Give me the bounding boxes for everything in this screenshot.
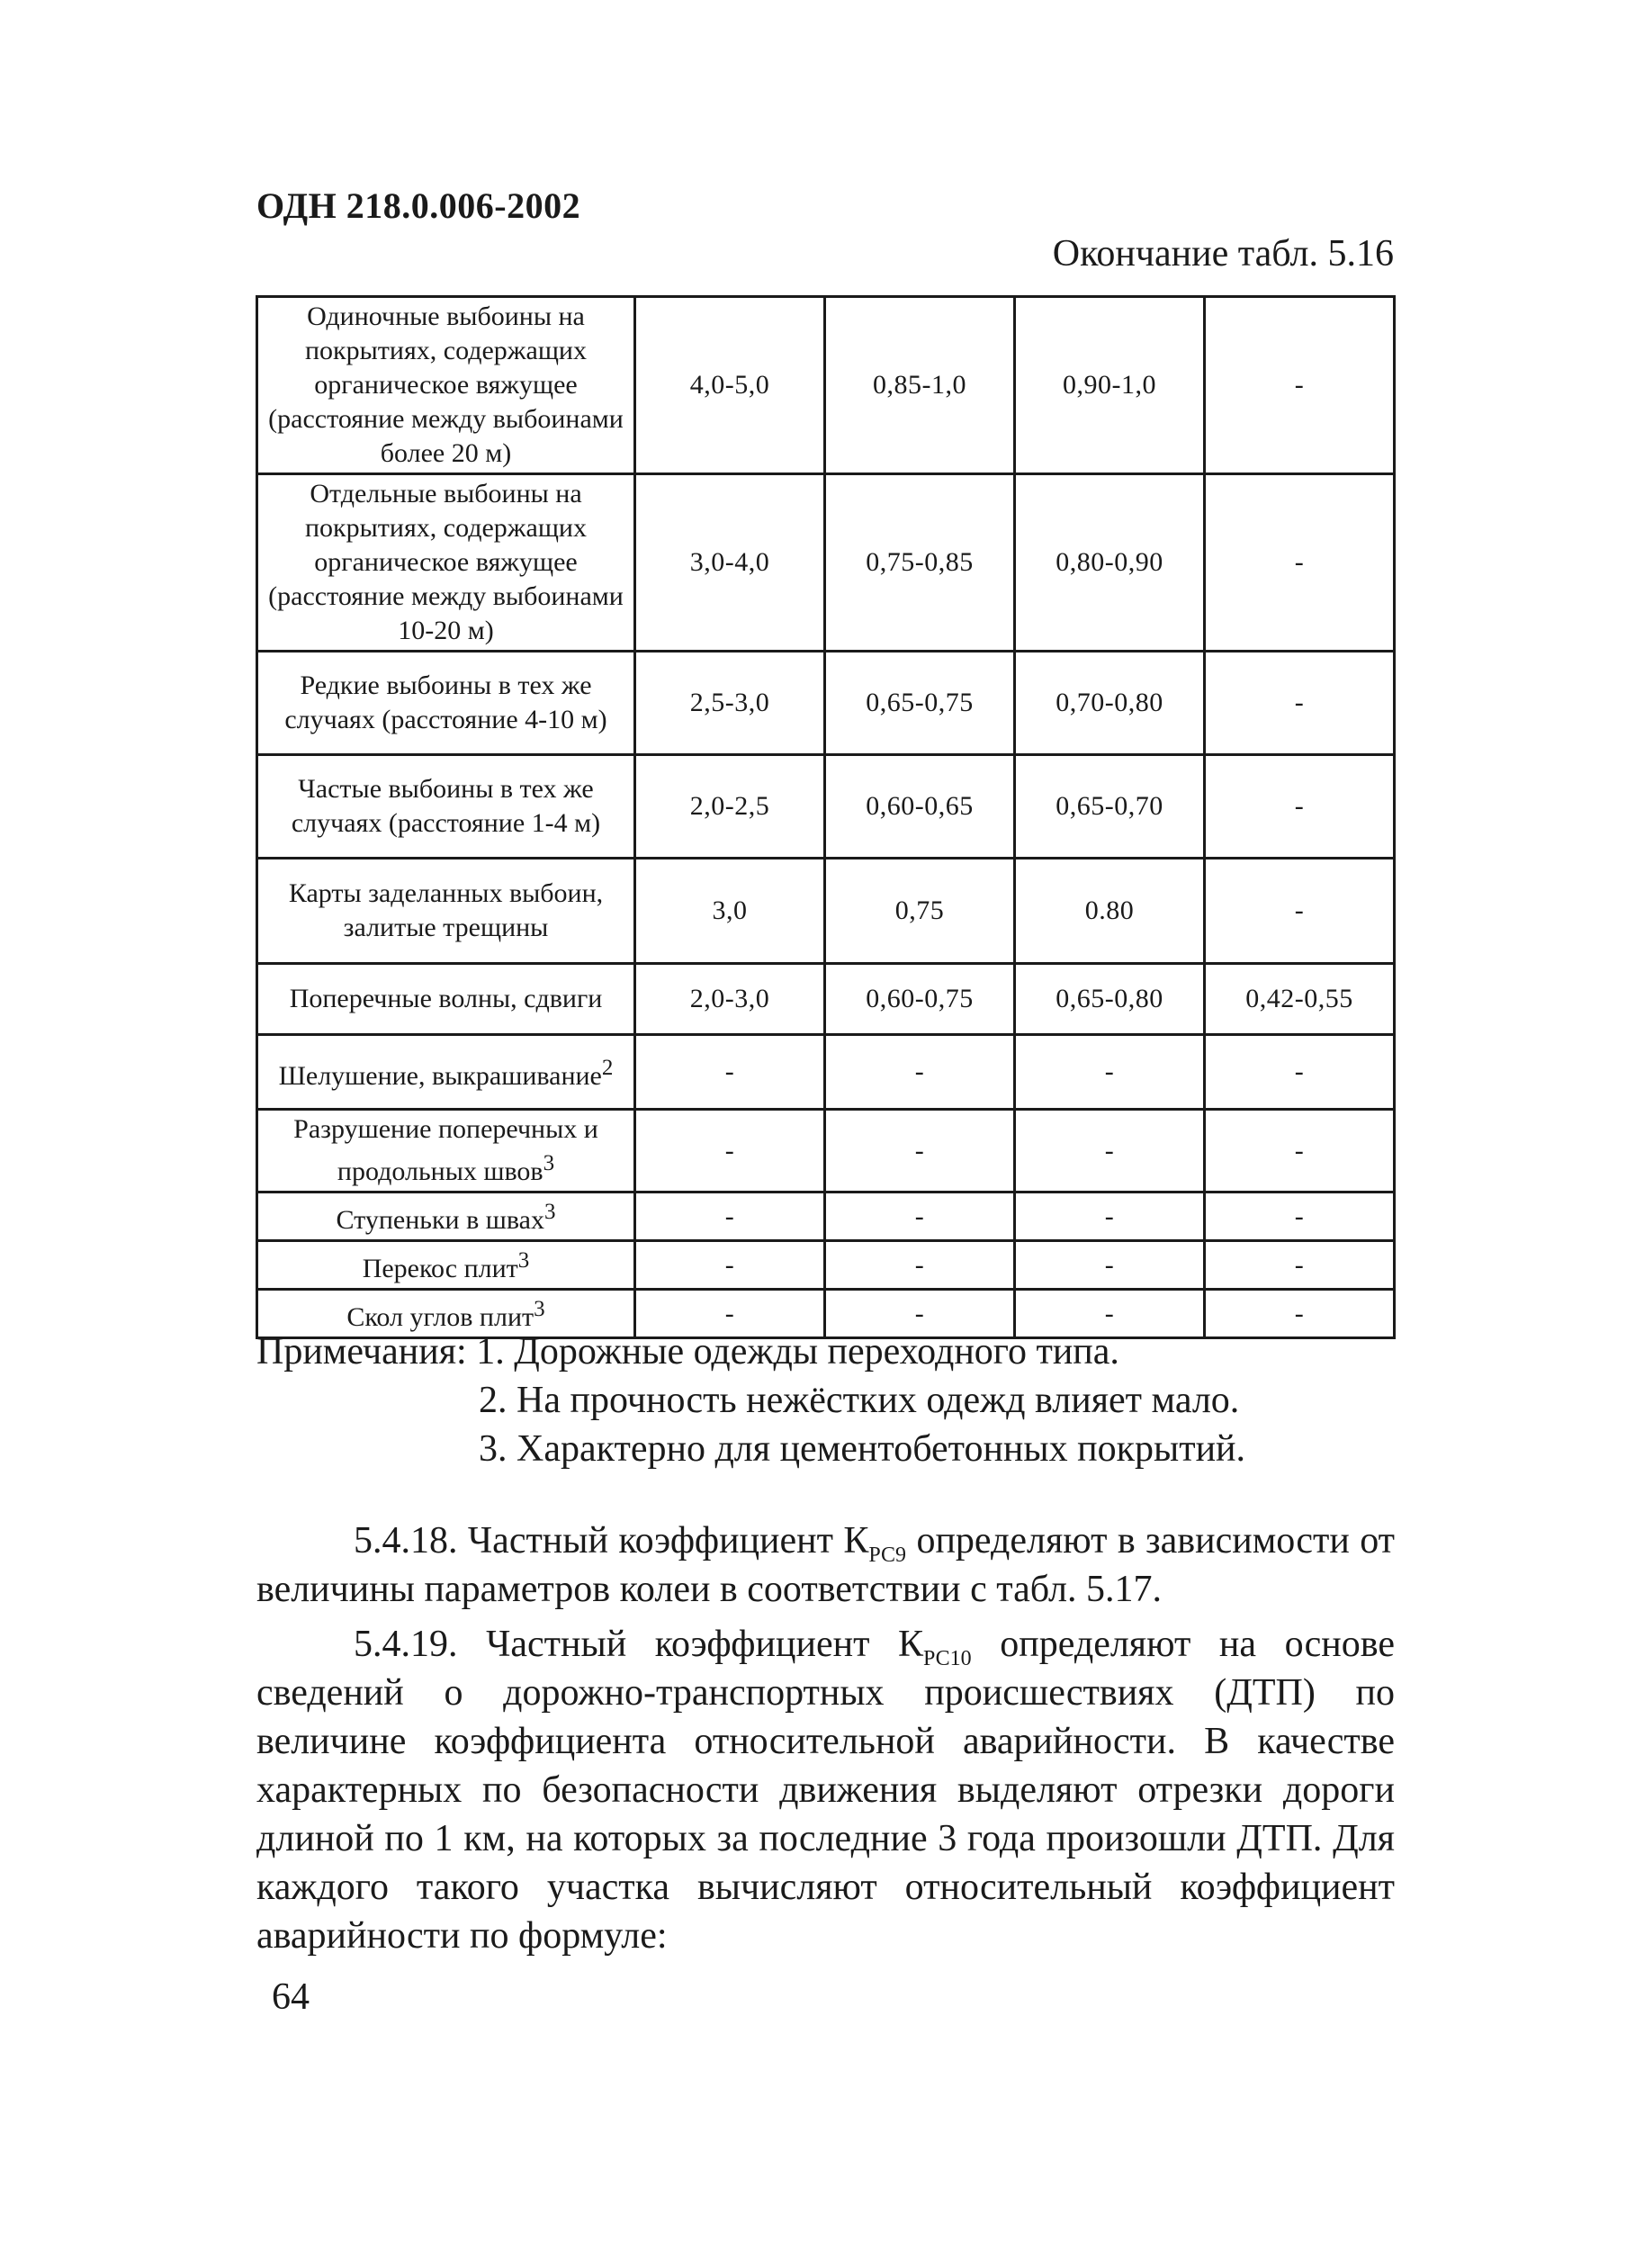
table-notes <box>256 1328 1245 1473</box>
paragraph-5-4-18 <box>256 1516 1395 1614</box>
value-cell: - <box>1205 1035 1395 1110</box>
defect-label: Разрушение поперечных и продольных швов <box>293 1114 598 1186</box>
value-cell: 0,70-0,80 <box>1015 652 1205 755</box>
subscript: РС9 <box>868 1544 907 1567</box>
value-cell: - <box>1015 1290 1205 1338</box>
defect-label: Перекос плит <box>362 1254 518 1283</box>
value-cell: 2,0-2,5 <box>635 755 825 859</box>
defect-label: Одиночные выбоины на покрытиях, содержащих органическое вяжущее (расстояние между выбоинами более 20 м) <box>257 297 635 474</box>
value-cell: - <box>825 1035 1015 1110</box>
paragraph-text: определяют в зависимости от величины параметров колеи в соответствии с табл. 5.17. <box>256 1520 1395 1610</box>
value-cell: - <box>1015 1035 1205 1110</box>
table-row <box>257 474 1395 652</box>
footnote-mark: 3 <box>517 1248 530 1273</box>
table-row <box>257 297 1395 474</box>
value-cell: 0,80-0,90 <box>1015 474 1205 652</box>
defect-label: Отдельные выбоины на покрытиях, содержащих органическое вяжущее (расстояние между выбоинами 10-20 м) <box>257 474 635 652</box>
table-row <box>257 755 1395 859</box>
value-cell: 4,0-5,0 <box>635 297 825 474</box>
value-cell: - <box>1205 297 1395 474</box>
table-row <box>257 1110 1395 1192</box>
value-cell: 0,75 <box>825 859 1015 964</box>
table-caption: Окончание табл. 5.16 <box>1052 233 1394 274</box>
table-row <box>257 964 1395 1035</box>
defect-label: Скол углов плит <box>346 1302 535 1332</box>
paragraph-5-4-19 <box>256 1620 1395 1960</box>
value-cell: 3,0 <box>635 859 825 964</box>
value-cell: 0,85-1,0 <box>825 297 1015 474</box>
note-1 <box>256 1328 1245 1376</box>
paragraph-text: 5.4.18. Частный коэффициент К <box>354 1520 869 1562</box>
value-cell: - <box>825 1110 1015 1192</box>
footnote-mark: 3 <box>543 1151 555 1175</box>
value-cell: - <box>1205 859 1395 964</box>
paragraph-text: определяют на основе сведений о дорожно-транспортных происшествиях (ДТП) по величине коэффициента относительной аварийности. В качестве характерных по безопасности движения выделяют отрезки дороги длиной по 1 км, на которых за последние 3 года произошли ДТП. Для каждого такого участка вычисляют относительный коэффициент аварийности по формуле: <box>256 1624 1395 1957</box>
defect-label: Редкие выбоины в тех же случаях (расстояние 4-10 м) <box>257 652 635 755</box>
value-cell: - <box>1015 1241 1205 1290</box>
value-cell: 0,60-0,75 <box>825 964 1015 1035</box>
value-cell: - <box>635 1110 825 1192</box>
value-cell: 2,0-3,0 <box>635 964 825 1035</box>
value-cell: - <box>635 1241 825 1290</box>
defect-label: Карты заделанных выбоин, залитые трещины <box>257 859 635 964</box>
defect-label-cell <box>257 1110 635 1192</box>
value-cell: 3,0-4,0 <box>635 474 825 652</box>
table-row <box>257 652 1395 755</box>
value-cell: - <box>1015 1110 1205 1192</box>
value-cell: - <box>1205 652 1395 755</box>
value-cell: - <box>1205 755 1395 859</box>
defect-label-cell <box>257 1241 635 1290</box>
value-cell: - <box>1205 1241 1395 1290</box>
note-1-text: 1. Дорожные одежды переходного типа. <box>476 1331 1119 1372</box>
footnote-mark: 3 <box>544 1200 556 1224</box>
defect-label: Ступеньки в швах <box>336 1205 544 1235</box>
footnote-mark: 2 <box>601 1055 614 1080</box>
value-cell: - <box>825 1290 1015 1338</box>
notes-label: Примечания: <box>256 1331 467 1372</box>
value-cell: 0,75-0,85 <box>825 474 1015 652</box>
value-cell: - <box>825 1192 1015 1241</box>
paragraph-text: 5.4.19. Частный коэффициент К <box>354 1624 924 1665</box>
value-cell: 0,60-0,65 <box>825 755 1015 859</box>
value-cell: 0,65-0,70 <box>1015 755 1205 859</box>
note-2: 2. На прочность нежёстких одежд влияет мало. <box>479 1380 1240 1421</box>
value-cell: 0,65-0,75 <box>825 652 1015 755</box>
value-cell: 0.80 <box>1015 859 1205 964</box>
defect-label: Шелушение, выкрашивание <box>278 1060 602 1091</box>
table-row <box>257 1192 1395 1241</box>
note-3: 3. Характерно для цементобетонных покрытий. <box>479 1428 1246 1470</box>
defects-table <box>256 295 1396 1339</box>
value-cell: - <box>635 1035 825 1110</box>
page-number: 64 <box>272 1976 310 2018</box>
table-row <box>257 859 1395 964</box>
defect-label-cell <box>257 1035 635 1110</box>
value-cell: - <box>1205 474 1395 652</box>
value-cell: - <box>1015 1192 1205 1241</box>
table-row <box>257 1035 1395 1110</box>
value-cell: 0,90-1,0 <box>1015 297 1205 474</box>
value-cell: - <box>635 1192 825 1241</box>
value-cell: - <box>1205 1290 1395 1338</box>
defect-label-cell <box>257 1192 635 1241</box>
value-cell: - <box>1205 1192 1395 1241</box>
defect-label: Поперечные волны, сдвиги <box>257 964 635 1035</box>
value-cell: - <box>635 1290 825 1338</box>
value-cell: 0,65-0,80 <box>1015 964 1205 1035</box>
value-cell: - <box>825 1241 1015 1290</box>
value-cell: 0,42-0,55 <box>1205 964 1395 1035</box>
footnote-mark: 3 <box>534 1297 545 1321</box>
table-row <box>257 1241 1395 1290</box>
defect-label: Частые выбоины в тех же случаях (расстояние 1-4 м) <box>257 755 635 859</box>
subscript: РС10 <box>923 1647 972 1670</box>
document-code: ОДН 218.0.006-2002 <box>256 185 581 226</box>
value-cell: 2,5-3,0 <box>635 652 825 755</box>
value-cell: - <box>1205 1110 1395 1192</box>
